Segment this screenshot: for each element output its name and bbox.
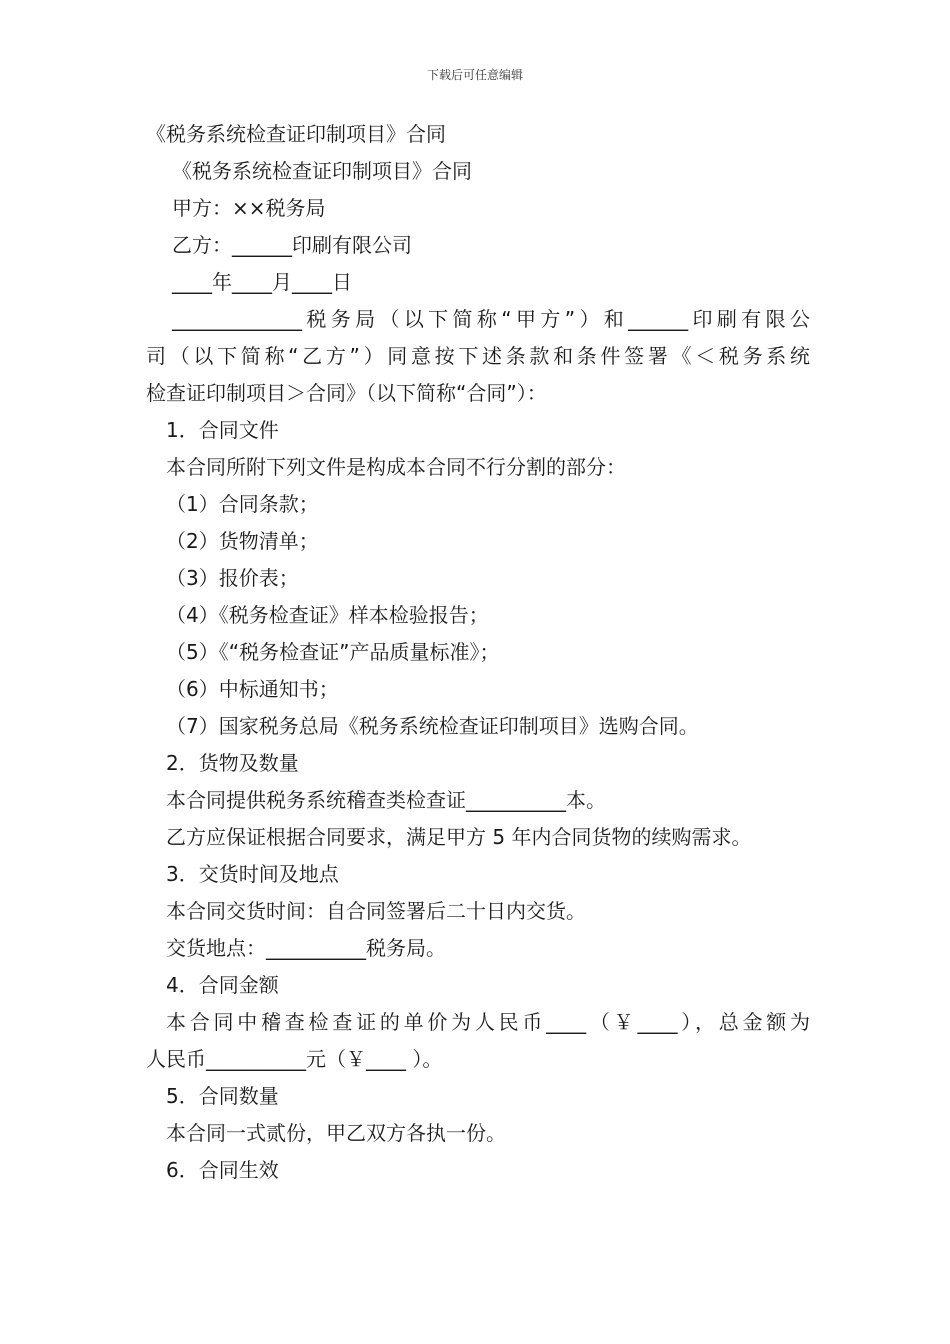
section-heading-5: 5．合同数量 bbox=[166, 1084, 279, 1108]
preamble-line-3: 检查证印制项目＞合同》（以下简称“合同”）： bbox=[146, 381, 547, 405]
paragraph: 本合同提供税务系统稽查类检查证__________本。 bbox=[166, 788, 606, 812]
preamble-line-1: _____________税务局（以下简称“甲方”）和______印刷有限公 bbox=[172, 307, 810, 331]
paragraph: 乙方应保证根据合同要求，满足甲方 5 年内合同货物的续购需求。 bbox=[166, 825, 752, 849]
section-heading-6: 6．合同生效 bbox=[166, 1158, 279, 1182]
amount-line-2: 人民币__________元（￥____ ）。 bbox=[146, 1047, 443, 1071]
list-item: （5）《“税务检查证”产品质量标准》； bbox=[166, 640, 500, 664]
section-heading-1: 1．合同文件 bbox=[166, 418, 279, 442]
paragraph: 本合同一式贰份，甲乙双方各执一份。 bbox=[166, 1121, 506, 1145]
list-item: （4）《税务检查证》样本检验报告； bbox=[166, 603, 489, 627]
party-b: 乙方：______印刷有限公司 bbox=[172, 233, 412, 257]
amount-line-1: 本合同中稽查检查证的单价为人民币____（￥____），总金额为 bbox=[166, 1010, 810, 1034]
paragraph: 本合同交货时间：自合同签署后二十日内交货。 bbox=[166, 899, 586, 923]
paragraph: 交货地点：__________税务局。 bbox=[166, 936, 446, 960]
preamble-line-2: 司（以下简称“乙方”）同意按下述条款和条件签署《＜税务系统 bbox=[146, 344, 810, 368]
list-item: （7）国家税务总局《税务系统检查证印制项目》选购合同。 bbox=[166, 714, 699, 738]
section-heading-2: 2．货物及数量 bbox=[166, 751, 299, 775]
contract-title: 《税务系统检查证印制项目》合同 bbox=[172, 159, 472, 183]
header-note: 下载后可任意编辑 bbox=[426, 68, 523, 82]
contract-date: ____年____月____日 bbox=[172, 270, 352, 294]
section-heading-3: 3．交货时间及地点 bbox=[166, 862, 339, 886]
list-item: （1）合同条款； bbox=[166, 492, 319, 516]
list-item: （2）货物清单； bbox=[166, 529, 319, 553]
document-title: 《税务系统检查证印制项目》合同 bbox=[146, 122, 446, 146]
paragraph: 本合同所附下列文件是构成本合同不行分割的部分： bbox=[166, 455, 626, 479]
party-a: 甲方：××税务局 bbox=[172, 196, 326, 220]
document-body bbox=[146, 116, 810, 1189]
section-heading-4: 4．合同金额 bbox=[166, 973, 279, 997]
list-item: （6）中标通知书； bbox=[166, 677, 339, 701]
list-item: （3）报价表； bbox=[166, 566, 299, 590]
